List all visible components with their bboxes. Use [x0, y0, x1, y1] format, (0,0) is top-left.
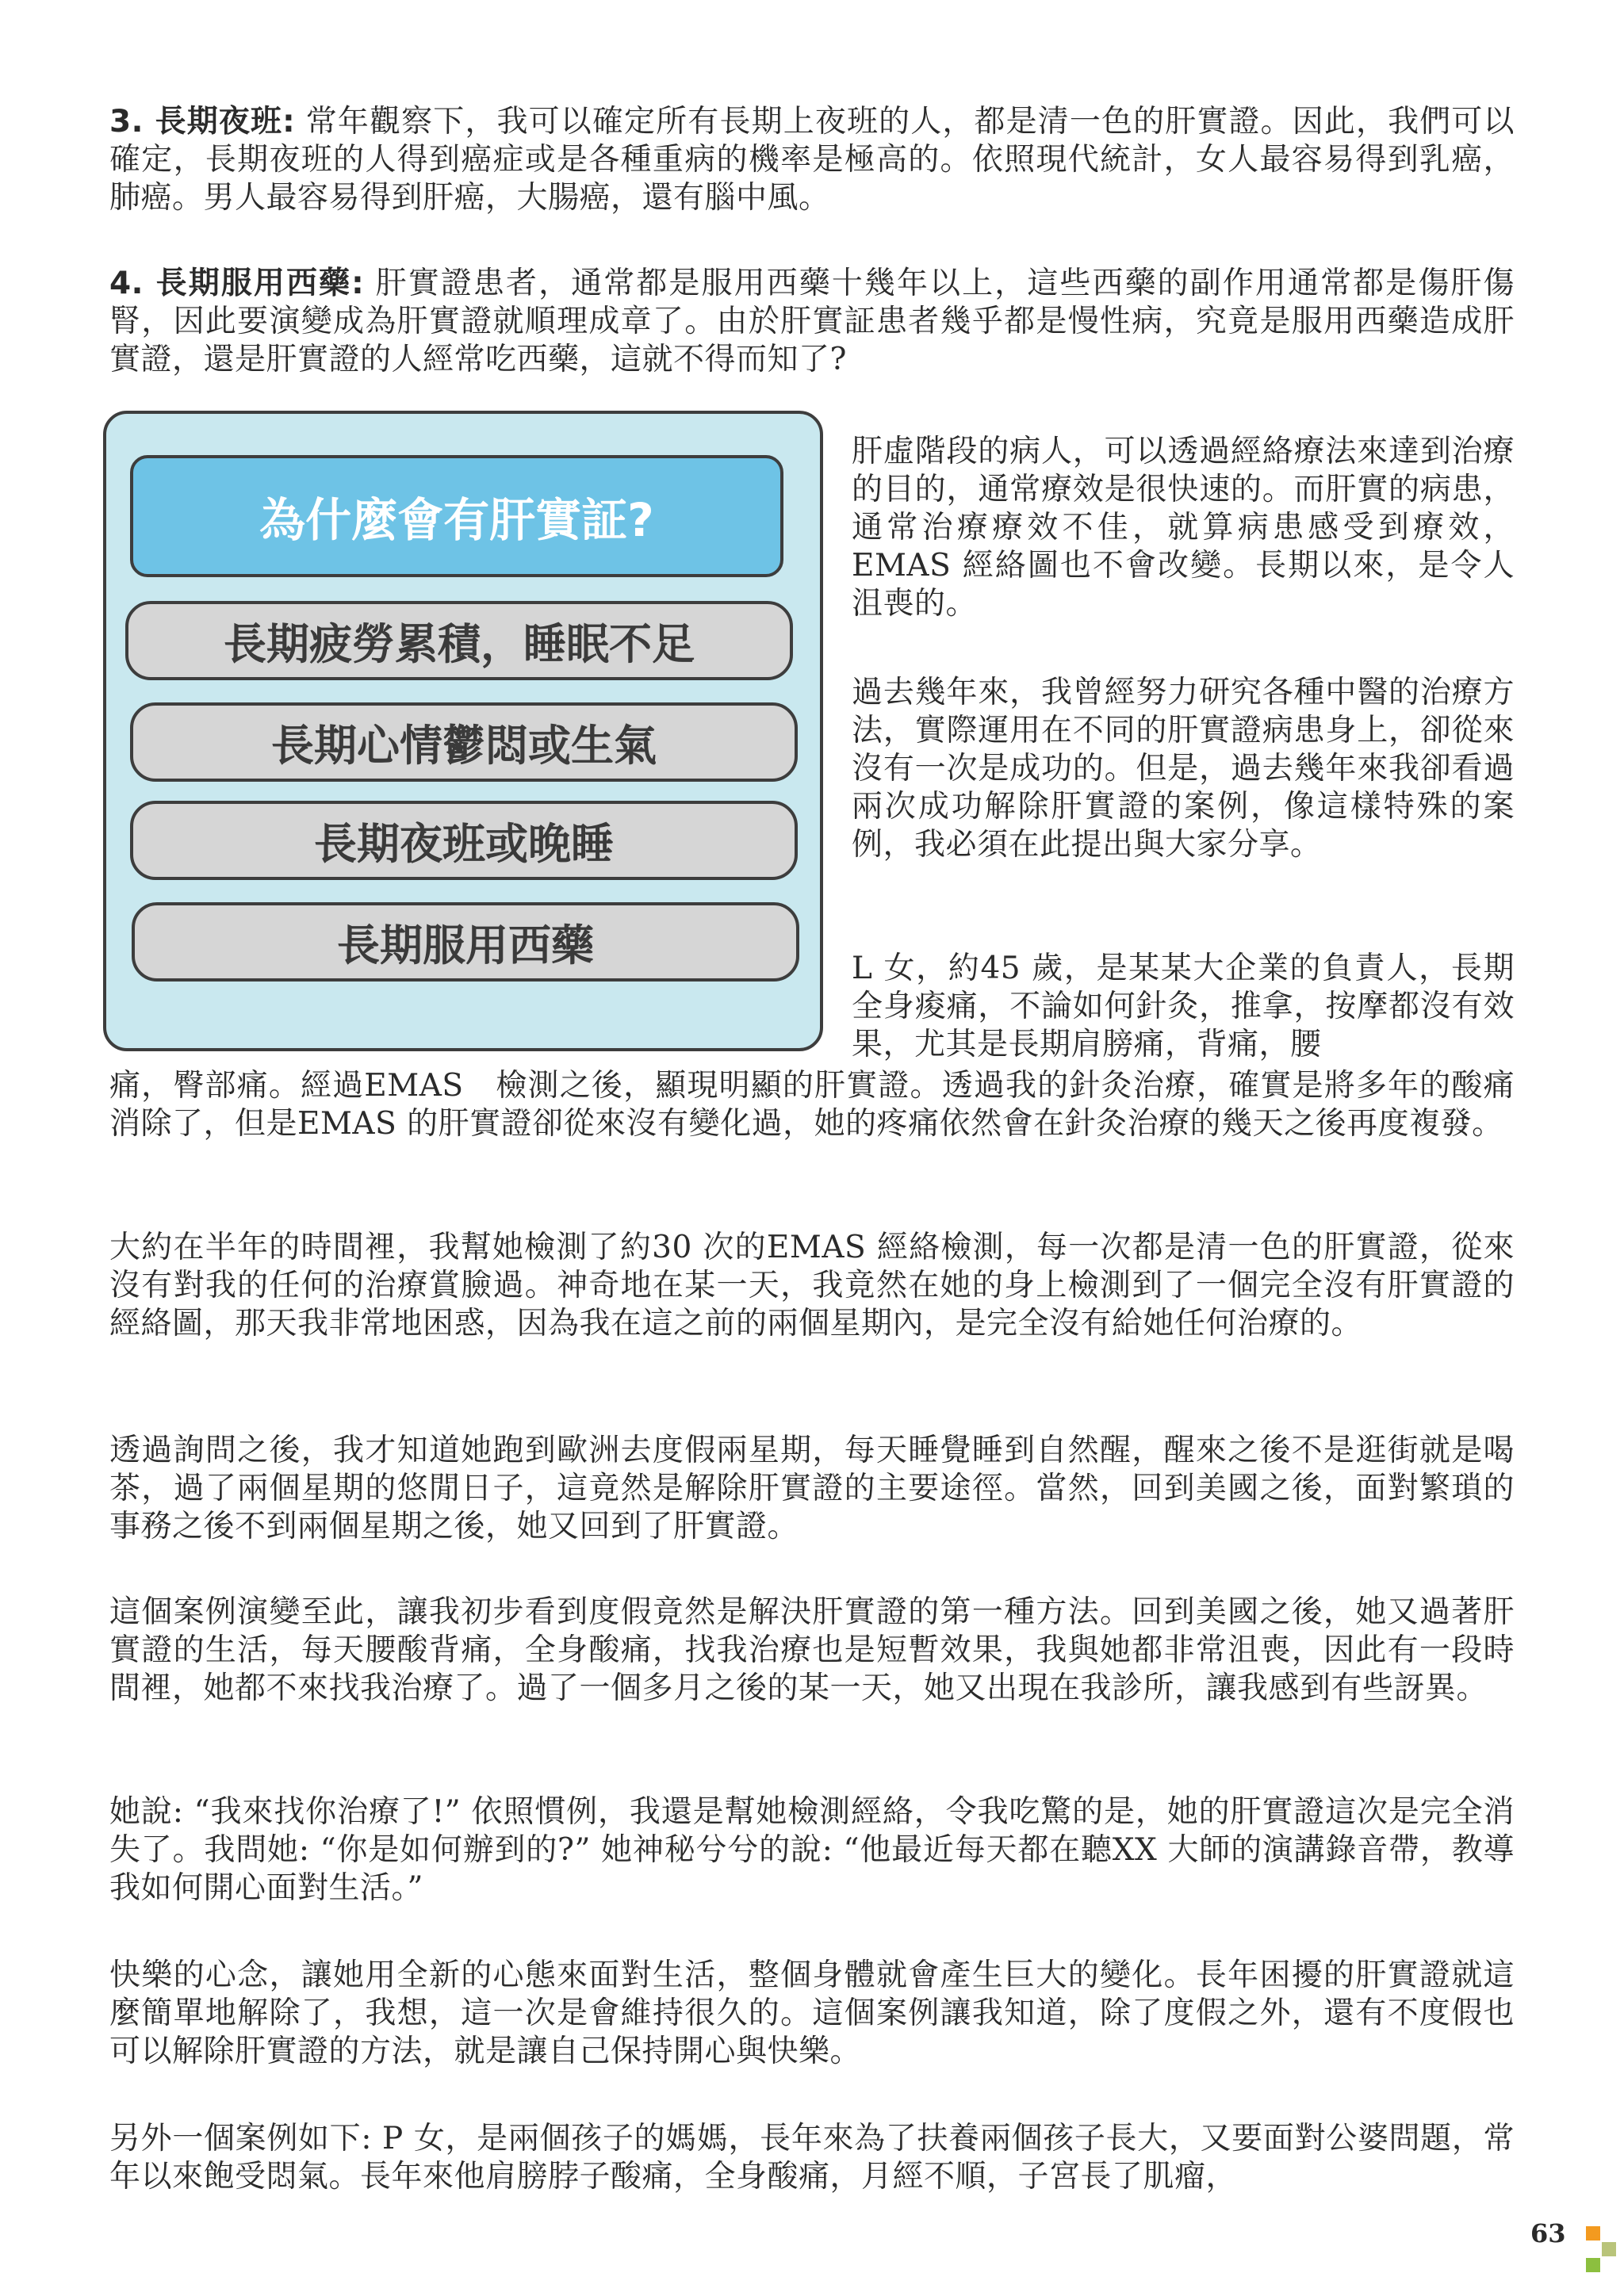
cause-fatigue: 長期疲勞累積，睡眠不足	[125, 601, 793, 680]
body-paragraph-5: 快樂的心念，讓她用全新的心態來面對生活，整個身體就會產生巨大的變化。長年困擾的肝實證就這麼簡單地解除了，我想，這一次是會維持很久的。這個案例讓我知道，除了度假之外，還有不度假也可以解除肝實證的方法，就是讓自己保持開心與快樂。	[109, 1957, 1515, 2069]
side-paragraph-1: 肝虛階段的病人，可以透過經絡療法來達到治療的目的，通常療效是很快速的。而肝實的病患，通常治療療效不佳，就算病患感受到療效，EMAS 經絡圖也不會改變。長期以來，是令人沮喪的。	[852, 434, 1515, 622]
section-3-heading: 3. 長期夜班:	[109, 104, 296, 140]
body-paragraph-1: 大約在半年的時間裡，我幫她檢測了約30 次的EMAS 經絡檢測，每一次都是清一色的肝實證，從來沒有對我的任何的治療賞臉過。神奇地在某一天，我竟然在她的身上檢測到了一個完全沒有肝實證的經絡圖，那天我非常地困惑，因為我在這之前的兩個星期內，是完全沒有給她任何治療的。	[109, 1230, 1515, 1341]
cause-emotion: 長期心情鬱悶或生氣	[130, 702, 798, 782]
body-paragraph-6: 另外一個案例如下: P 女，是兩個孩子的媽媽，長年來為了扶養兩個孩子長大，又要面對公婆問題，常年以來飽受悶氣。長年來他肩膀脖子酸痛，全身酸痛，月經不順，子宮長了肌瘤，	[109, 2121, 1515, 2195]
body-paragraph-3: 這個案例演變至此，讓我初步看到度假竟然是解決肝實證的第一種方法。回到美國之後，她又過著肝實證的生活，每天腰酸背痛，全身酸痛，找我治療也是短暫效果，我與她都非常沮喪，因此有一段時間裡，她都不來找我治療了。過了一個多月之後的某一天，她又出現在我診所，讓我感到有些訝異。	[109, 1594, 1515, 1706]
section-4-text: 肝實證患者，通常都是服用西藥十幾年以上，這些西藥的副作用通常都是傷肝傷腎，因此要演變成為肝實證就順理成章了。由於肝實証患者幾乎都是慢性病，究竟是服用西藥造成肝實證，還是肝實證的人經常吃西藥，這就不得而知了?	[109, 266, 1515, 377]
section-4-paragraph	[109, 265, 1515, 379]
case-l-continued: 痛，臀部痛。經過EMAS 檢測之後，顯現明顯的肝實證。透過我的針灸治療，確實是將多年的酸痛消除了，但是EMAS 的肝實證卻從來沒有變化過，她的疼痛依然會在針灸治療的幾天之後再度複發。	[109, 1068, 1515, 1142]
section-3-text: 常年觀察下，我可以確定所有長期上夜班的人，都是清一色的肝實證。因此，我們可以確定，長期夜班的人得到癌症或是各種重病的機率是極高的。依照現代統計，女人最容易得到乳癌，肺癌。男人最容易得到肝癌，大腸癌，還有腦中風。	[109, 104, 1515, 216]
side-paragraph-2: 過去幾年來，我曾經努力研究各種中醫的治療方法，實際運用在不同的肝實證病患身上，卻從來沒有一次是成功的。但是，過去幾年來我卻看過兩次成功解除肝實證的案例，像這樣特殊的案例，我必須在此提出與大家分享。	[852, 675, 1515, 863]
section-3-paragraph	[109, 103, 1515, 217]
corner-square-green	[1586, 2258, 1600, 2272]
corner-square-orange	[1586, 2226, 1600, 2241]
cause-western-medicine: 長期服用西藥	[132, 902, 799, 982]
corner-square-olive	[1602, 2242, 1616, 2256]
page-number: 63	[1530, 2218, 1566, 2248]
case-l-intro: L 女，約45 歲，是某某大企業的負責人，長期全身痠痛，不論如何針灸，推拿，按摩都沒有效果，尤其是長期肩膀痛，背痛，腰	[852, 951, 1515, 1062]
body-paragraph-4: 她說: “我來找你治療了!” 依照慣例，我還是幫她檢測經絡，令我吃驚的是，她的肝實證這次是完全消失了。我問她: “你是如何辦到的?” 她神秘兮兮的說: “他最近每天都在聽XX 大師的演講錄音帶，教導我如何開心面對生活。”	[109, 1794, 1515, 1906]
section-4-heading: 4. 長期服用西藥:	[109, 266, 365, 301]
diagram-title: 為什麼會有肝實証?	[130, 455, 783, 577]
cause-night-shift: 長期夜班或晚睡	[130, 801, 798, 880]
body-paragraph-2: 透過詢問之後，我才知道她跑到歐洲去度假兩星期，每天睡覺睡到自然醒，醒來之後不是逛街就是喝茶，過了兩個星期的悠閒日子，這竟然是解除肝實證的主要途徑。當然，回到美國之後，面對繁瑣的事務之後不到兩個星期之後，她又回到了肝實證。	[109, 1433, 1515, 1544]
causes-diagram	[103, 411, 823, 1051]
